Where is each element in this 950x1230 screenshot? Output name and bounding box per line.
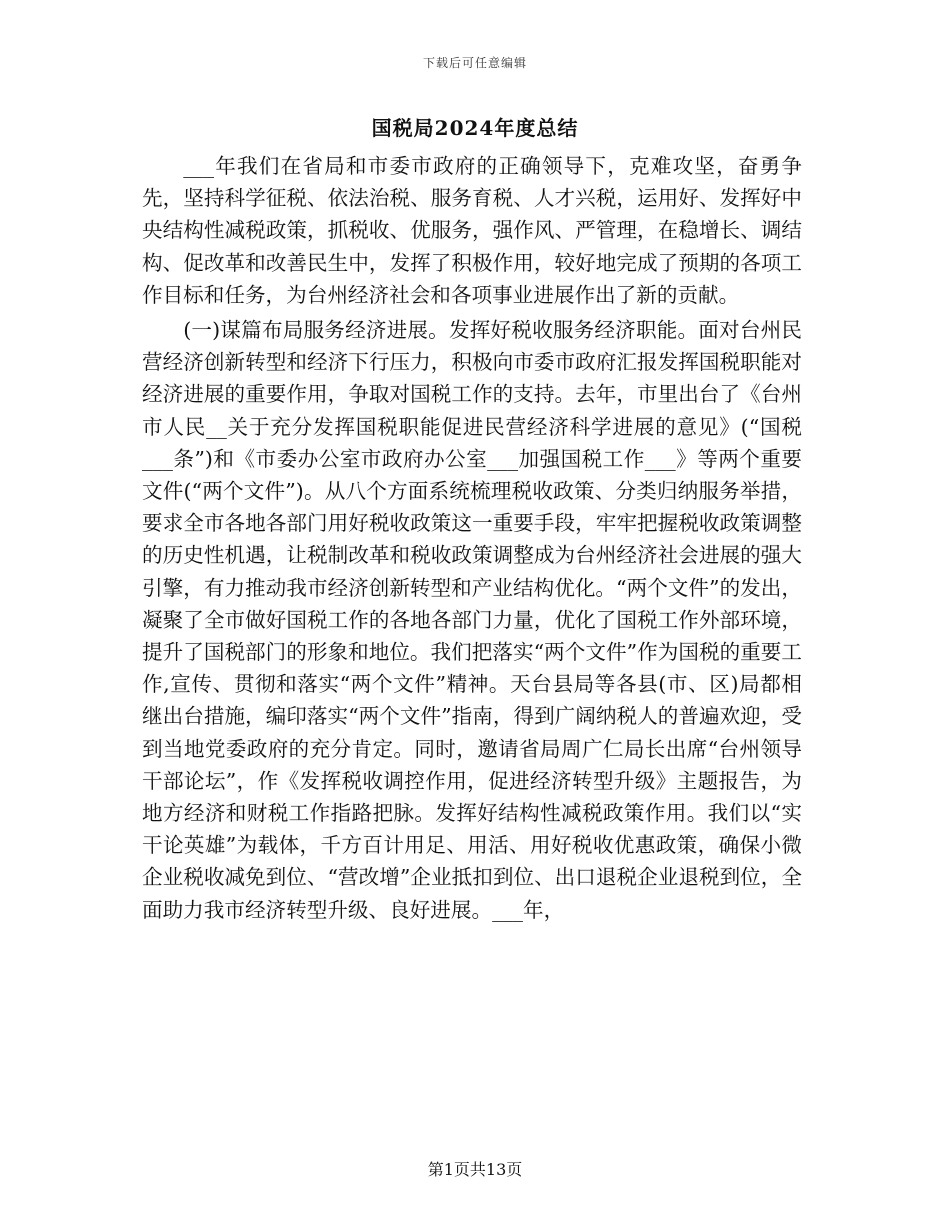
- page-footer: 第1页共13页: [427, 1160, 523, 1179]
- document-body: [142, 150, 802, 926]
- paragraph-section-1: (一)谋篇布局服务经济进展。发挥好税收服务经济职能。面对台州民营经济创新转型和经济下行压力，积极向市委市政府汇报发挥国税职能对经济进展的重要作用，争取对国税工作的支持。去年，市里出台了《台州市人民__关于充分发挥国税职能促进民营经济科学进展的意见》(“国税___条”)和《市委办公室市政府办公室___加强国税工作___》等两个重要文件(“两个文件”)。从八个方面系统梳理税收政策、分类归纳服务举措，要求全市各地各部门用好税收政策这一重要手段，牢牢把握税收政策调整的历史性机遇，让税制改革和税收政策调整成为台州经济社会进展的强大引擎，有力推动我市经济创新转型和产业结构优化。“两个文件”的发出，凝聚了全市做好国税工作的各地各部门力量，优化了国税工作外部环境，提升了国税部门的形象和地位。我们把落实“两个文件”作为国税的重要工作,宣传、贯彻和落实“两个文件”精神。天台县局等各县(市、区)局都相继出台措施，编印落实“两个文件”指南，得到广阔纳税人的普遍欢迎，受到当地党委政府的充分肯定。同时，邀请省局周广仁局长出席“台州领导干部论坛”，作《发挥税收调控作用，促进经济转型升级》主题报告，为地方经济和财税工作指路把脉。发挥好结构性减税政策作用。我们以“实干论英雄”为载体，千方百计用足、用活、用好税收优惠政策，确保小微企业税收减免到位、“营改增”企业抵扣到位、出口退税企业退税到位，全面助力我市经济转型升级、良好进展。___年，: [142, 318, 802, 922]
- document-title: 国税局2024年度总结: [371, 116, 579, 140]
- paragraph-intro: ___年我们在省局和市委市政府的正确领导下，克难攻坚，奋勇争先，坚持科学征税、依法治税、服务育税、人才兴税，运用好、发挥好中央结构性减税政策，抓税收、优服务，强作风、严管理，在稳增长、调结构、促改革和改善民生中，发挥了积极作用，较好地完成了预期的各项工作目标和任务，为台州经济社会和各项事业进展作出了新的贡献。: [142, 154, 802, 307]
- header-note: 下载后可任意编辑: [422, 56, 527, 70]
